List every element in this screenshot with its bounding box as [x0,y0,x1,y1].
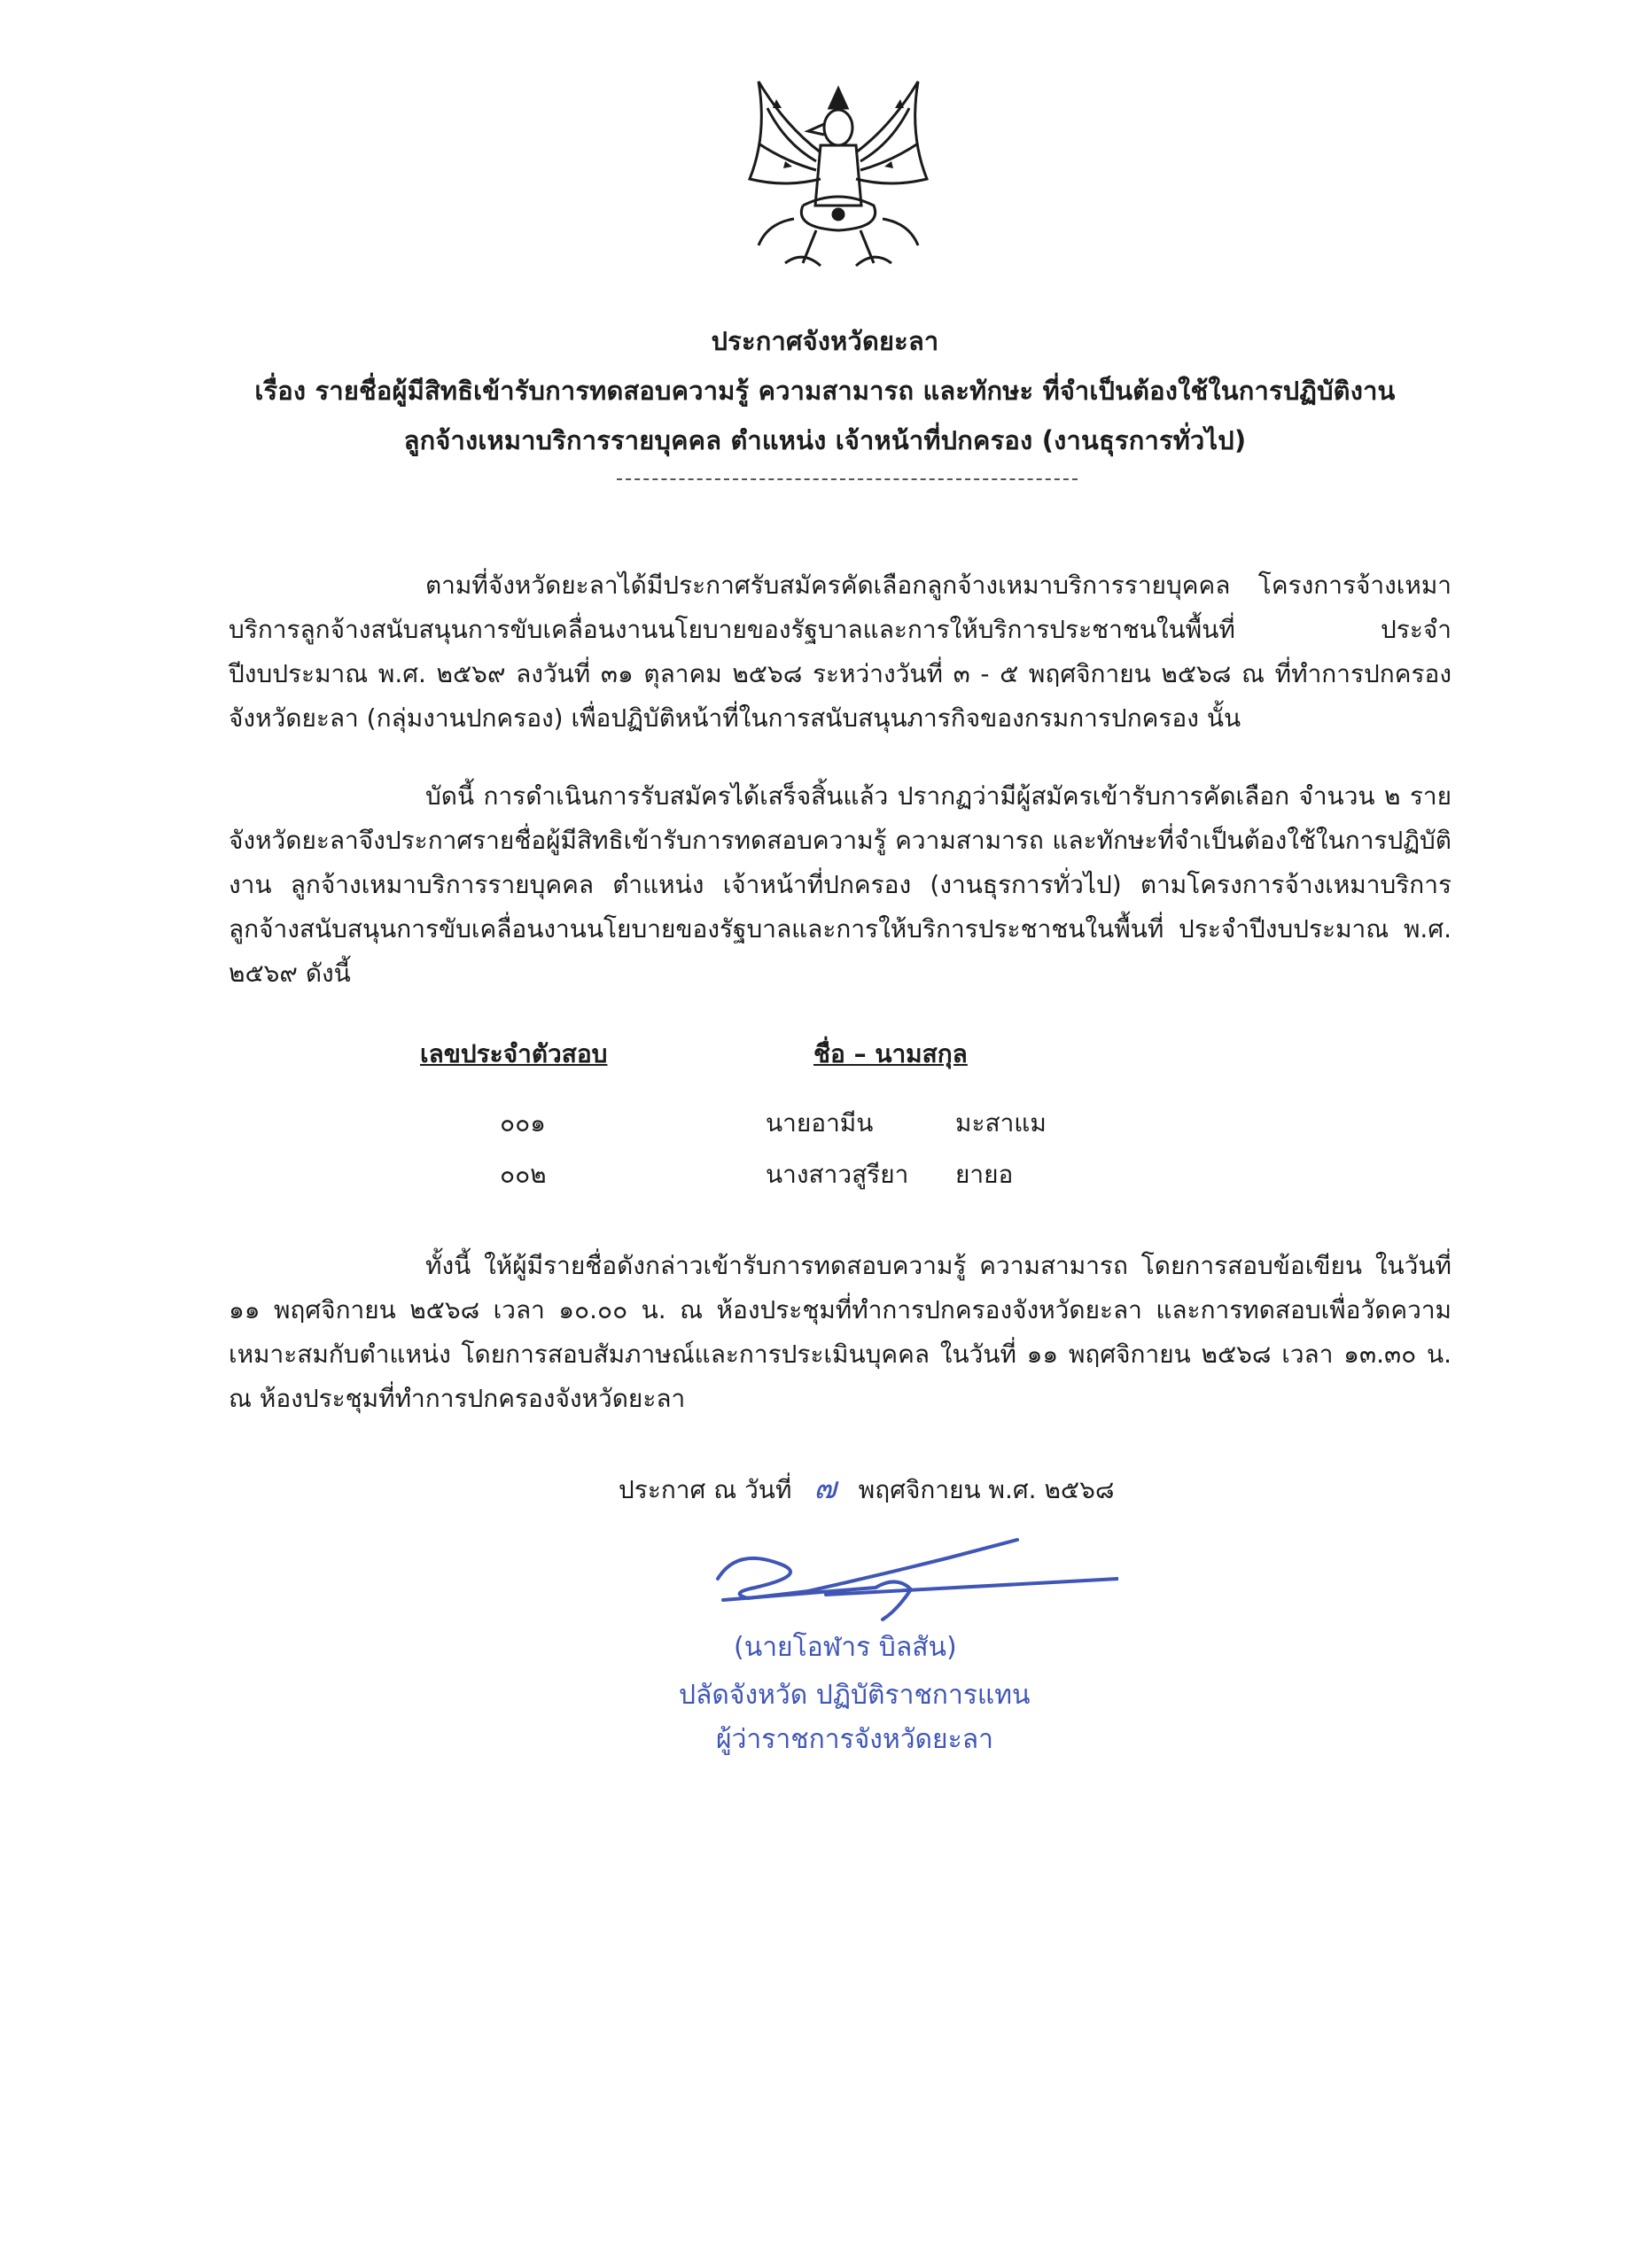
first-name: นายอามีน [766,1108,874,1138]
subject-line-1: เรื่อง รายชื่อผู้มีสิทธิเข้ารับการทดสอบความรู้ ความสามารถ และทักษะ ที่จำเป็นต้องใช้ในการปฏิบัติงาน [254,376,1396,406]
exam-id: ๐๐๑ [500,1108,546,1138]
handwritten-signature [702,1522,1118,1628]
table-header-name: ชื่อ – นามสกุล [813,1039,968,1068]
announce-prefix: ประกาศ ณ วันที่ [619,1475,792,1504]
announce-suffix: พฤศจิกายน พ.ศ. ๒๕๖๘ [858,1475,1115,1504]
paragraph-intro: ตามที่จังหวัดยะลาได้มีประกาศรับสมัครคัดเลือกลูกจ้างเหมาบริการรายบุคคล โครงการจ้างเหมาบริการลูกจ้างสนับสนุนการขับเคลื่อนงานนโยบายของรัฐบาลและการให้บริการประชาชนในพื้นที่ ประจำปีงบประมาณ พ.ศ. ๒๕๖๙ ลงวันที่ ๓๑ ตุลาคม ๒๕๖๘ ระหว่างวันที่ ๓ - ๕ พฤศจิกายน ๒๕๖๘ ณ ที่ทำการปกครองจังหวัดยะลา (กลุ่มงานปกครอง) เพื่อปฏิบัติหน้าที่ในการสนับสนุนภารกิจของกรมการปกครอง นั้น [229,571,1452,733]
first-name: นางสาวสูรียา [766,1160,909,1189]
signer-position-1: ปลัดจังหวัด ปฏิบัติราชการแทน [679,1680,1031,1711]
announcement-title: ประกาศจังหวัดยะลา [711,326,939,356]
garuda-emblem-icon [732,73,945,294]
table-header-exam-id: เลขประจำตัวสอบ [420,1039,608,1068]
announce-day: ๗ [813,1471,837,1506]
last-name: มะสาแม [955,1108,1047,1138]
exam-id: ๐๐๒ [500,1160,547,1189]
dashed-divider [617,478,1078,480]
paragraph-exam-schedule: ทั้งนี้ ให้ผู้มีรายชื่อดังกล่าวเข้ารับการทดสอบความรู้ ความสามารถ โดยการสอบข้อเขียน ในวันที่ ๑๑ พฤศจิกายน ๒๕๖๘ เวลา ๑๐.๐๐ น. ณ ห้องประชุมที่ทำการปกครองจังหวัดยะลา และการทดสอบเพื่อวัดความเหมาะสมกับตำแหน่ง โดยการสอบสัมภาษณ์และการประเมินบุคคล ในวันที่ ๑๑ พฤศจิกายน ๒๕๖๘ เวลา ๑๓.๓๐ น. ณ ห้องประชุมที่ทำการปกครองจังหวัดยะลา [229,1251,1452,1413]
subject-line-2: ลูกจ้างเหมาบริการรายบุคคล ตำแหน่ง เจ้าหน้าที่ปกครอง (งานธุรการทั่วไป) [403,425,1247,455]
announce-date-line [619,1464,1114,1511]
last-name: ยายอ [955,1160,1014,1189]
paragraph-announcement: บัดนี้ การดำเนินการรับสมัครได้เสร็จสิ้นแล้ว ปรากฏว่ามีผู้สมัครเข้ารับการคัดเลือก จำนวน ๒ ราย จังหวัดยะลาจึงประกาศรายชื่อผู้มีสิทธิเข้ารับการทดสอบความรู้ ความสามารถ และทักษะที่จำเป็นต้องใช้ในการปฏิบัติงาน ลูกจ้างเหมาบริการรายบุคคล ตำแหน่ง เจ้าหน้าที่ปกครอง (งานธุรการทั่วไป) ตามโครงการจ้างเหมาบริการลูกจ้างสนับสนุนการขับเคลื่อนงานนโยบายของรัฐบาลและการให้บริการประชาชนในพื้นที่ ประจำปีงบประมาณ พ.ศ. ๒๕๖๙ ดังนี้ [229,781,1452,988]
signer-name: (นายโอฬาร บิลสัน) [734,1632,957,1663]
signer-position-2: ผู้ว่าราชการจังหวัดยะลา [716,1724,993,1755]
